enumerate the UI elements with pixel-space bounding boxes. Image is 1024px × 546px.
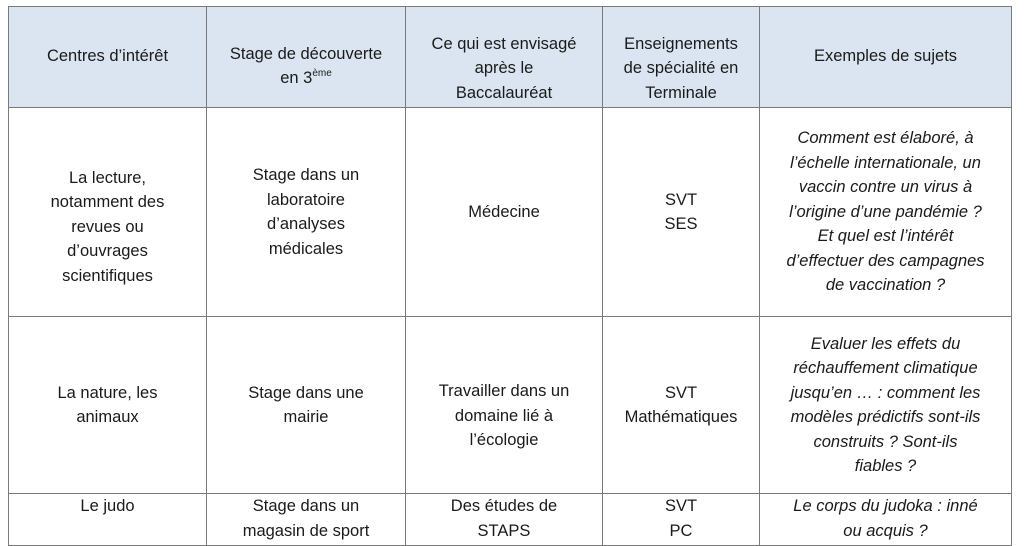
cell-interest (9, 494, 207, 546)
cell-specialties (603, 108, 760, 317)
cell-text: Travailler dans un (438, 382, 570, 401)
cell-text: l’origine d’une pandémie ? (789, 202, 982, 221)
cell-text: STAPS (477, 521, 531, 540)
cell-text: Stage dans un (252, 497, 360, 515)
cell-text: vaccin contre un virus à (798, 178, 973, 197)
cell-text: Mathématiques (624, 408, 738, 426)
cell-specialties (603, 317, 760, 494)
cell-text: SVT (664, 383, 698, 402)
cell-interest (9, 108, 207, 317)
cell-text: Le corps du judoka : inné (793, 497, 978, 515)
cell-text: modèles prédictifs sont-ils (790, 408, 981, 426)
cell-text: PC (669, 521, 693, 540)
cell-text: mairie (283, 408, 329, 426)
header-text: Baccalauréat (455, 83, 553, 102)
header-text-part: en 3 (280, 69, 313, 87)
table-row (9, 317, 1012, 494)
header-example-subjects (760, 7, 1012, 108)
cell-specialties (603, 494, 760, 546)
cell-text: construits ? Sont-ils (813, 432, 958, 451)
cell-text: scientifiques (62, 266, 153, 285)
cell-internship (207, 494, 406, 546)
cell-text: SES (664, 215, 698, 233)
cell-text: Evaluer les effets du (810, 334, 961, 353)
cell-text: d’analyses (267, 215, 345, 233)
cell-example-subject (760, 317, 1012, 494)
table-row (9, 108, 1012, 317)
cell-text: domaine lié à (454, 406, 554, 425)
header-interests (9, 7, 207, 108)
cell-text: La nature, les (57, 383, 158, 402)
header-text (213, 66, 399, 91)
header-text: Stage de découverte (229, 44, 383, 63)
cell-text: Le judo (80, 497, 135, 515)
cell-text: revues ou (71, 217, 144, 236)
cell-internship (207, 108, 406, 317)
cell-text: magasin de sport (242, 521, 370, 540)
cell-after-bac (406, 108, 603, 317)
cell-text: Comment est élaboré, à (797, 129, 974, 148)
cell-text: réchauffement climatique (793, 359, 978, 377)
cell-text: de vaccination ? (825, 276, 946, 295)
header-text: Terminale (645, 83, 717, 102)
cell-text: Stage dans une (248, 383, 364, 402)
header-text: après le (474, 59, 534, 77)
header-text: Ce qui est envisagé (431, 34, 577, 53)
cell-text: animaux (76, 408, 139, 426)
header-text: Centres d’intérêt (46, 46, 169, 65)
cell-text: jusqu’en … : comment les (790, 383, 981, 402)
orientation-table (8, 6, 1012, 546)
header-specialties (603, 7, 760, 108)
cell-text: fiables ? (854, 457, 917, 475)
cell-after-bac (406, 494, 603, 546)
header-text: Enseignements (624, 34, 738, 53)
cell-text: SVT (664, 497, 698, 515)
table-row (9, 494, 1012, 546)
cell-example-subject (760, 108, 1012, 317)
document-page (8, 6, 1012, 546)
cell-text: d’ouvrages (67, 242, 148, 261)
cell-text: l’échelle internationale, un (790, 153, 981, 172)
cell-text: Et quel est l’intérêt (817, 227, 954, 246)
superscript: ème (312, 68, 332, 79)
header-internship (207, 7, 406, 108)
cell-internship (207, 317, 406, 494)
cell-text: médicales (268, 239, 344, 258)
cell-text: Des études de (450, 497, 558, 515)
cell-text: Stage dans un (252, 166, 360, 184)
cell-interest (9, 317, 207, 494)
cell-text: SVT (664, 190, 698, 209)
header-row (9, 7, 1012, 108)
header-text: de spécialité en (623, 59, 739, 77)
cell-example-subject (760, 494, 1012, 546)
cell-after-bac (406, 317, 603, 494)
cell-text: l’écologie (469, 431, 539, 450)
cell-text: d’effectuer des campagnes (786, 251, 985, 270)
header-after-bac (406, 7, 603, 108)
cell-text: La lecture, (68, 168, 147, 187)
cell-text: Médecine (468, 202, 540, 221)
cell-text: notamment des (50, 193, 165, 212)
cell-text: laboratoire (267, 190, 345, 209)
cell-text: ou acquis ? (843, 521, 928, 540)
header-text: Exemples de sujets (813, 46, 958, 65)
